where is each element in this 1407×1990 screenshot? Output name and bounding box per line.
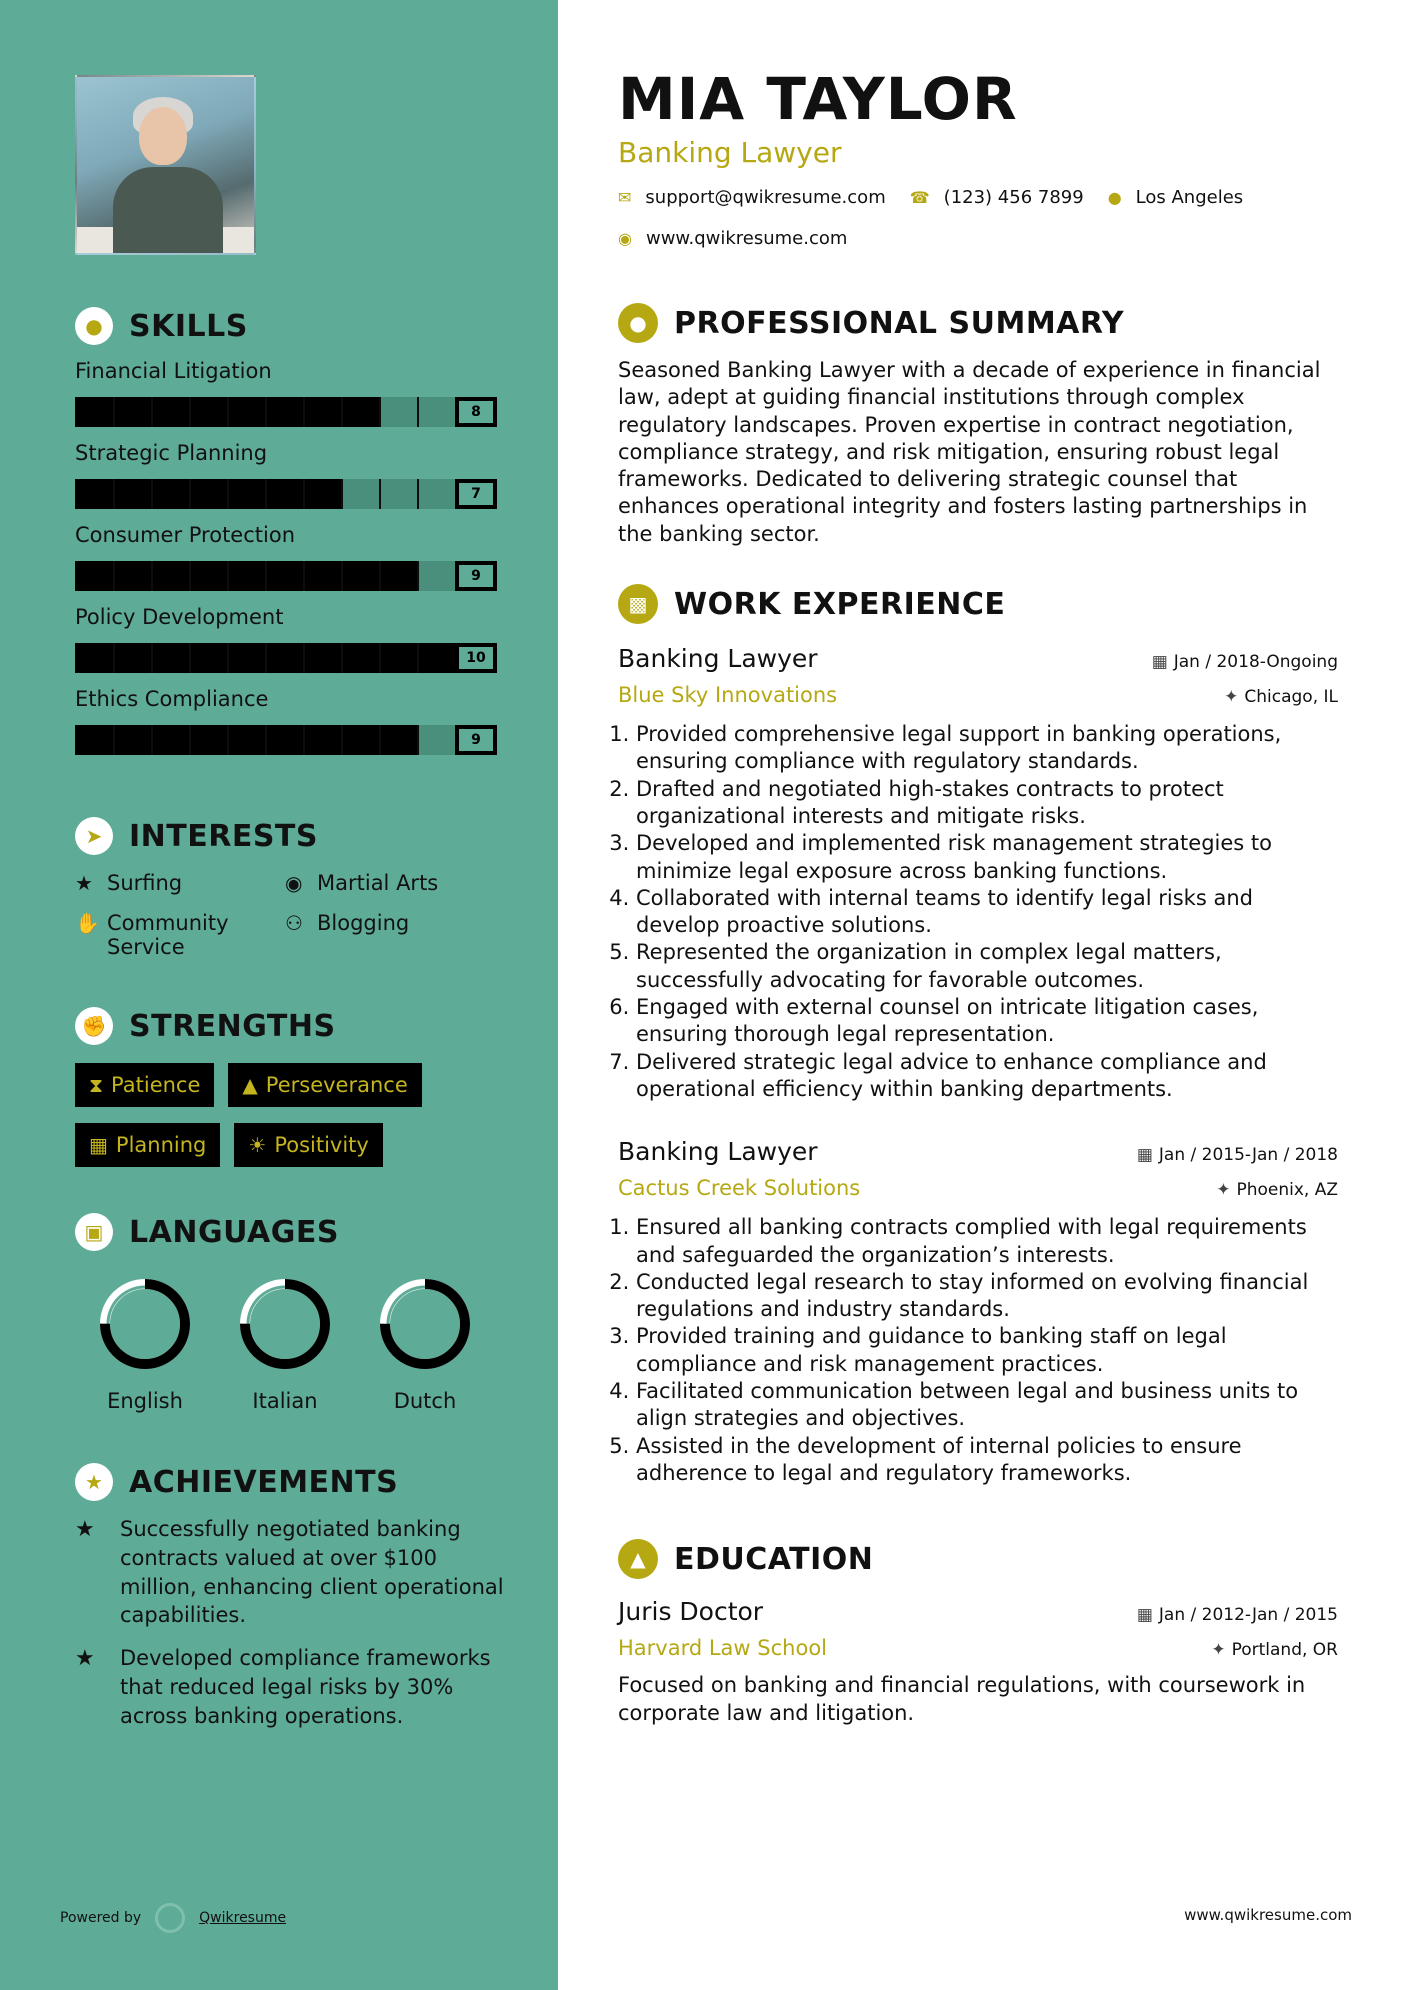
envelope-icon: ✉	[618, 188, 632, 207]
achievements-list	[75, 1515, 558, 1730]
skill-item	[75, 523, 558, 591]
job-bullet: 5. Assisted in the development of internal policies to ensure adherence to legal and regulatory frameworks.	[636, 1433, 1338, 1488]
jobs-list	[618, 644, 1337, 1487]
job-entry	[618, 644, 1337, 1103]
qwikresume-logo-icon	[155, 1903, 185, 1933]
language-item	[215, 1277, 355, 1413]
strengths-title: STRENGTHS	[129, 1008, 336, 1044]
powered-by-label: Powered by	[60, 1910, 142, 1926]
language-name: English	[107, 1389, 183, 1413]
globe-icon: ◉	[618, 229, 632, 248]
map-pin-icon: ●	[1107, 188, 1122, 207]
languages-title: LANGUAGES	[129, 1214, 339, 1250]
pushpin-icon: ✦	[1211, 1640, 1226, 1661]
skill-bar	[75, 561, 497, 591]
job-company: Cactus Creek Solutions	[618, 1176, 861, 1201]
strength-label: Positivity	[274, 1133, 369, 1157]
user-icon: ●	[618, 303, 658, 343]
job-entry	[618, 1137, 1337, 1487]
skill-name: Financial Litigation	[75, 359, 272, 383]
main-content	[558, 0, 1407, 1990]
education-header	[618, 1539, 1337, 1579]
sidebar	[0, 0, 558, 1990]
contact-website[interactable]: ◉ www.qwikresume.com	[618, 228, 848, 249]
interest-item	[285, 871, 495, 895]
skill-bar	[75, 643, 497, 673]
skill-item	[75, 359, 558, 427]
languages-header	[75, 1213, 558, 1251]
skill-name: Policy Development	[75, 605, 284, 629]
education-degree: Juris Doctor	[618, 1597, 764, 1627]
summary-header	[618, 303, 1337, 343]
strength-label: Patience	[111, 1073, 201, 1097]
job-bullet: 3. Developed and implemented risk management strategies to minimize legal exposure across banking functions.	[636, 830, 1338, 885]
education-location: ✦ Portland, OR	[1211, 1640, 1338, 1661]
language-name: Italian	[252, 1389, 318, 1413]
strength-label: Perseverance	[265, 1073, 408, 1097]
job-date: ▦ Jan / 2015-Jan / 2018	[1136, 1145, 1338, 1166]
users-icon: ⚇	[285, 911, 303, 935]
job-bullet: 3. Provided training and guidance to banking staff on legal compliance and risk management practices.	[636, 1323, 1338, 1378]
globe-icon: ◉	[285, 871, 303, 895]
job-bullet: 4. Facilitated communication between legal and business units to align strategies and objectives.	[636, 1378, 1338, 1433]
paper-plane-icon: ➤	[75, 817, 113, 855]
sun-icon: ☀	[248, 1133, 267, 1157]
road-icon: ▲	[242, 1073, 258, 1097]
achievements-title: ACHIEVEMENTS	[129, 1464, 399, 1500]
achievement-item	[75, 1515, 505, 1630]
star-icon: ★	[75, 1463, 113, 1501]
strength-tag	[234, 1123, 382, 1167]
skill-bar	[75, 479, 497, 509]
contact-info	[618, 187, 1338, 269]
pushpin-icon: ✦	[1216, 1180, 1231, 1201]
lightbulb-icon: ●	[75, 307, 113, 345]
job-bullet: 1. Ensured all banking contracts complied with legal requirements and safeguarded the organization’s interests.	[636, 1214, 1338, 1269]
language-name: Dutch	[393, 1389, 457, 1413]
skill-level-badge: 9	[455, 725, 497, 755]
qwikresume-link[interactable]: Qwikresume	[199, 1910, 287, 1926]
interest-label: Community Service	[107, 911, 229, 959]
strength-label: Planning	[115, 1133, 207, 1157]
interests-title: INTERESTS	[129, 818, 318, 854]
education-description: Focused on banking and financial regulations, with coursework in corporate law and litigation.	[618, 1673, 1306, 1725]
job-bullets	[618, 721, 1338, 1103]
interest-item	[75, 911, 285, 959]
calendar-icon: ▦	[89, 1133, 108, 1157]
job-bullets	[618, 1214, 1338, 1487]
language-ring	[238, 1277, 332, 1371]
languages-list	[75, 1277, 558, 1413]
job-bullet: 6. Engaged with external counsel on intricate litigation cases, ensuring thorough legal representation.	[636, 994, 1338, 1049]
profile-photo	[75, 75, 256, 255]
interest-label: Surfing	[107, 871, 183, 895]
job-date: ▦ Jan / 2018-Ongoing	[1151, 652, 1338, 673]
skill-level-badge: 10	[455, 643, 497, 673]
job-title: Banking Lawyer	[618, 644, 818, 674]
achievement-item	[75, 1644, 505, 1730]
interest-label: Blogging	[317, 911, 410, 935]
graduate-icon: ▲	[618, 1539, 658, 1579]
experience-header	[618, 584, 1337, 624]
strength-tag	[75, 1123, 220, 1167]
job-bullet: 1. Provided comprehensive legal support in banking operations, ensuring compliance with regulatory standards.	[636, 721, 1338, 776]
summary-title: PROFESSIONAL SUMMARY	[674, 305, 1125, 341]
job-bullet: 2. Drafted and negotiated high-stakes contracts to protect organizational interests and mitigate risks.	[636, 776, 1338, 831]
skill-name: Consumer Protection	[75, 523, 295, 547]
job-bullet: 4. Collaborated with internal teams to identify legal risks and develop proactive solutions.	[636, 885, 1338, 940]
skill-name: Ethics Compliance	[75, 687, 269, 711]
hand-icon: ✋	[75, 911, 100, 935]
education-entry	[618, 1597, 1337, 1727]
skill-bar-fill	[75, 479, 341, 509]
skills-header	[75, 307, 558, 345]
experience-title: WORK EXPERIENCE	[674, 586, 1006, 622]
footer-website[interactable]: www.qwikresume.com	[1184, 1906, 1352, 1924]
achievement-text: Developed compliance frameworks that reduced legal risks by 30% across banking operations.	[120, 1646, 491, 1728]
interest-item	[75, 871, 285, 895]
contact-location: ● Los Angeles	[1107, 187, 1244, 208]
language-ring	[98, 1277, 192, 1371]
skill-bar	[75, 725, 497, 755]
skill-bar-fill	[75, 561, 417, 591]
job-bullet: 2. Conducted legal research to stay informed on evolving financial regulations and industry standards.	[636, 1269, 1338, 1324]
id-card-icon: ▣	[75, 1213, 113, 1251]
interests-list	[75, 871, 558, 959]
contact-phone[interactable]: ☎ (123) 456 7899	[909, 187, 1084, 208]
job-bullet: 5. Represented the organization in complex legal matters, successfully advocating for favorable outcomes.	[636, 939, 1338, 994]
hourglass-icon: ⧗	[89, 1073, 104, 1097]
job-location: ✦ Chicago, IL	[1224, 687, 1338, 708]
contact-email[interactable]: ✉ support@qwikresume.com	[618, 187, 886, 208]
skill-bar-fill	[75, 725, 417, 755]
summary-text: Seasoned Banking Lawyer with a decade of experience in financial law, adept at guiding financial institutions through complex regulatory landscapes. Proven expertise in contract negotiation, compliance strategy, and risk mitigation, ensuring robust legal frameworks. Dedicated to delivering strategic counsel that enhances operational integrity and fosters lasting partnerships in the banking sector.	[618, 358, 1321, 546]
skills-list	[75, 359, 558, 755]
candidate-name: MIA TAYLOR	[618, 65, 1018, 133]
skill-level-badge: 8	[455, 397, 497, 427]
strengths-list	[75, 1063, 515, 1167]
phone-icon: ☎	[909, 188, 930, 207]
job-title: Banking Lawyer	[618, 1137, 818, 1167]
skill-level-badge: 9	[455, 561, 497, 591]
education-title: EDUCATION	[674, 1541, 874, 1577]
star-icon: ★	[75, 871, 93, 895]
job-location: ✦ Phoenix, AZ	[1216, 1180, 1338, 1201]
star-icon: ★	[75, 1517, 95, 1542]
skill-bar	[75, 397, 497, 427]
interest-label: Martial Arts	[317, 871, 439, 895]
skill-bar-fill	[75, 643, 497, 673]
fist-icon: ✊	[75, 1007, 113, 1045]
education-date: ▦ Jan / 2012-Jan / 2015	[1136, 1605, 1338, 1626]
skill-name: Strategic Planning	[75, 441, 268, 465]
achievement-text: Successfully negotiated banking contracts valued at over $100 million, enhancing client operational capabilities.	[120, 1517, 504, 1628]
calendar-icon: ▦	[1136, 1145, 1153, 1166]
skill-bar-fill	[75, 397, 379, 427]
powered-by	[60, 1903, 286, 1933]
star-icon: ★	[75, 1646, 95, 1672]
achievements-header	[75, 1463, 558, 1501]
pushpin-icon: ✦	[1224, 687, 1239, 708]
skill-item	[75, 605, 558, 673]
job-bullet: 7. Delivered strategic legal advice to enhance compliance and operational efficiency within banking departments.	[636, 1049, 1338, 1104]
job-company: Blue Sky Innovations	[618, 683, 838, 708]
skill-item	[75, 441, 558, 509]
candidate-role: Banking Lawyer	[618, 136, 842, 169]
calendar-icon: ▦	[1151, 652, 1168, 673]
language-item	[75, 1277, 215, 1413]
interests-header	[75, 817, 558, 855]
education-school: Harvard Law School	[618, 1636, 827, 1661]
skill-level-badge: 7	[455, 479, 497, 509]
skill-item	[75, 687, 558, 755]
briefcase-icon: ▩	[618, 584, 658, 624]
interest-item	[285, 911, 495, 959]
strength-tag	[75, 1063, 214, 1107]
language-ring	[378, 1277, 472, 1371]
strength-tag	[228, 1063, 421, 1107]
skills-title: SKILLS	[129, 308, 248, 344]
calendar-icon: ▦	[1136, 1605, 1153, 1626]
strengths-header	[75, 1007, 558, 1045]
language-item	[355, 1277, 495, 1413]
